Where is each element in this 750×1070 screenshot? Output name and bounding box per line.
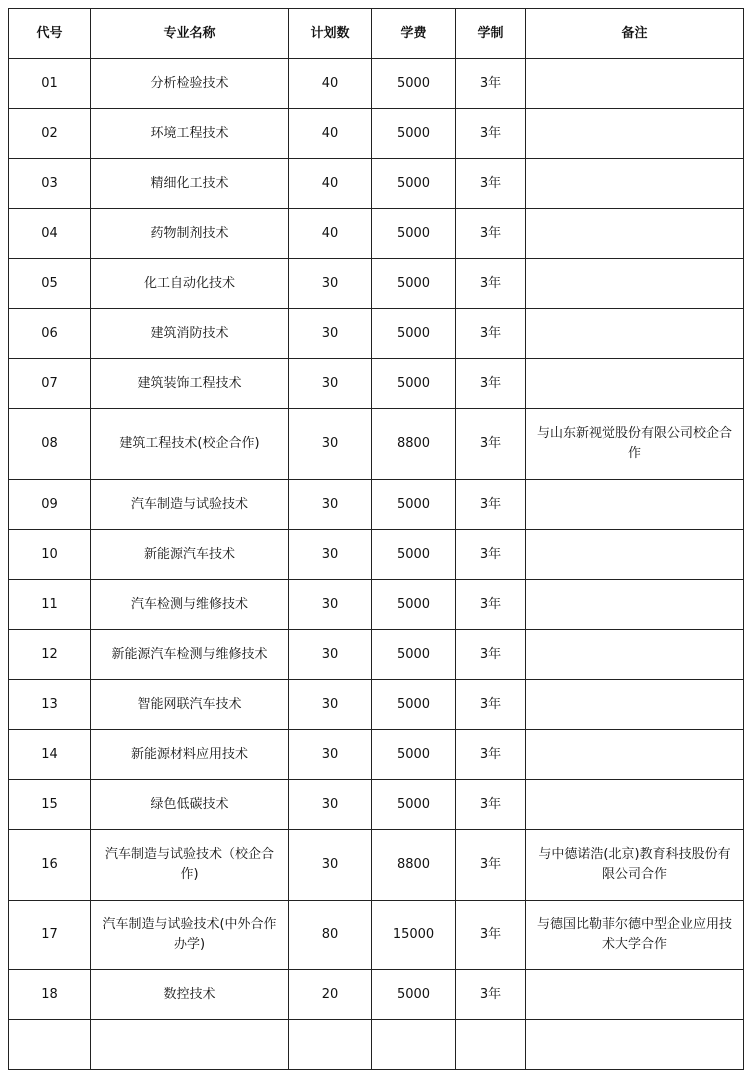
cell-duration: 3年	[456, 309, 526, 359]
cell-fee: 5000	[372, 359, 456, 409]
cell-code: 03	[9, 159, 91, 209]
cell-fee: 8800	[372, 409, 456, 480]
table-row	[9, 830, 744, 901]
cell-note	[526, 59, 744, 109]
header-name: 专业名称	[91, 9, 289, 59]
table-row	[9, 59, 744, 109]
cell-fee: 5000	[372, 109, 456, 159]
cell-name: 建筑工程技术(校企合作)	[91, 409, 289, 480]
table-row	[9, 409, 744, 480]
cell-duration: 3年	[456, 780, 526, 830]
cell-note	[526, 359, 744, 409]
cell-duration: 3年	[456, 580, 526, 630]
table-row	[9, 970, 744, 1020]
cell-note	[526, 309, 744, 359]
cell-code: 11	[9, 580, 91, 630]
table-row	[9, 680, 744, 730]
cell-name: 环境工程技术	[91, 109, 289, 159]
table-row	[9, 530, 744, 580]
cell-name: 数控技术	[91, 970, 289, 1020]
cell-code: 12	[9, 630, 91, 680]
cell-duration: 3年	[456, 209, 526, 259]
cell-duration: 3年	[456, 259, 526, 309]
cell-plan: 30	[289, 530, 372, 580]
cell-note	[526, 680, 744, 730]
cell-fee: 5000	[372, 530, 456, 580]
cell-fee: 5000	[372, 730, 456, 780]
cell-code: 13	[9, 680, 91, 730]
cell-plan: 40	[289, 109, 372, 159]
cell-code: 08	[9, 409, 91, 480]
cell-name: 智能网联汽车技术	[91, 680, 289, 730]
cell-plan: 30	[289, 830, 372, 901]
cell-plan: 40	[289, 59, 372, 109]
table-row	[9, 109, 744, 159]
cell-code: 05	[9, 259, 91, 309]
cell-plan: 30	[289, 580, 372, 630]
table-row	[9, 209, 744, 259]
cell-note	[526, 530, 744, 580]
cell-plan: 30	[289, 730, 372, 780]
cell-note: 与德国比勒菲尔德中型企业应用技术大学合作	[526, 901, 744, 970]
cell-name: 化工自动化技术	[91, 259, 289, 309]
cell-duration: 3年	[456, 359, 526, 409]
enrollment-table	[8, 8, 744, 1070]
cell-fee: 5000	[372, 580, 456, 630]
cell-code: 18	[9, 970, 91, 1020]
cell-fee: 5000	[372, 309, 456, 359]
cell-duration: 3年	[456, 59, 526, 109]
table-row	[9, 259, 744, 309]
header-note: 备注	[526, 9, 744, 59]
table-row	[9, 630, 744, 680]
cell-duration: 3年	[456, 409, 526, 480]
table-row	[9, 309, 744, 359]
cell-duration: 3年	[456, 159, 526, 209]
cell-name: 精细化工技术	[91, 159, 289, 209]
cell-duration: 3年	[456, 480, 526, 530]
cell-duration: 3年	[456, 680, 526, 730]
cell-fee: 5000	[372, 159, 456, 209]
cell-duration: 3年	[456, 109, 526, 159]
cell-fee: 5000	[372, 680, 456, 730]
cell-fee: 5000	[372, 480, 456, 530]
cell-code: 17	[9, 901, 91, 970]
table-row	[9, 580, 744, 630]
cell-note	[526, 780, 744, 830]
cell-fee: 5000	[372, 59, 456, 109]
cell-duration: 3年	[456, 730, 526, 780]
cell-name: 汽车制造与试验技术(中外合作办学)	[91, 901, 289, 970]
cell-plan: 30	[289, 359, 372, 409]
cell-plan: 80	[289, 901, 372, 970]
cell-plan: 40	[289, 159, 372, 209]
cell-plan: 30	[289, 680, 372, 730]
cell-fee: 8800	[372, 830, 456, 901]
cell-code: 10	[9, 530, 91, 580]
cell-name: 汽车制造与试验技术（校企合作)	[91, 830, 289, 901]
cell-code: 07	[9, 359, 91, 409]
cell-name: 绿色低碳技术	[91, 780, 289, 830]
cell-fee: 5000	[372, 970, 456, 1020]
cell-note	[526, 209, 744, 259]
cell-duration: 3年	[456, 630, 526, 680]
cell-duration: 3年	[456, 830, 526, 901]
cell-code: 06	[9, 309, 91, 359]
cell-note	[526, 109, 744, 159]
cell-note	[526, 630, 744, 680]
table-row	[9, 480, 744, 530]
cell-note: 与山东新视觉股份有限公司校企合作	[526, 409, 744, 480]
cell-plan: 30	[289, 259, 372, 309]
header-plan: 计划数	[289, 9, 372, 59]
cell-note	[526, 730, 744, 780]
cell-duration: 3年	[456, 901, 526, 970]
cell-plan: 30	[289, 630, 372, 680]
cell-plan: 40	[289, 209, 372, 259]
cell-fee: 5000	[372, 259, 456, 309]
cell-name: 药物制剂技术	[91, 209, 289, 259]
cell-fee: 5000	[372, 780, 456, 830]
cell-name: 建筑装饰工程技术	[91, 359, 289, 409]
cell-name: 汽车检测与维修技术	[91, 580, 289, 630]
cell-name: 建筑消防技术	[91, 309, 289, 359]
cell-code: 09	[9, 480, 91, 530]
header-code: 代号	[9, 9, 91, 59]
header-duration: 学制	[456, 9, 526, 59]
cell-note	[526, 970, 744, 1020]
cell-name: 新能源材料应用技术	[91, 730, 289, 780]
cell-note	[526, 480, 744, 530]
cell-plan: 30	[289, 409, 372, 480]
table-row	[9, 359, 744, 409]
cell-fee: 5000	[372, 209, 456, 259]
table-row	[9, 730, 744, 780]
header-fee: 学费	[372, 9, 456, 59]
table-row	[9, 780, 744, 830]
cell-code: 01	[9, 59, 91, 109]
cell-code: 02	[9, 109, 91, 159]
cell-plan: 20	[289, 970, 372, 1020]
cell-duration: 3年	[456, 970, 526, 1020]
cell-plan: 30	[289, 309, 372, 359]
cell-name: 新能源汽车检测与维修技术	[91, 630, 289, 680]
cell-name: 汽车制造与试验技术	[91, 480, 289, 530]
cell-fee: 15000	[372, 901, 456, 970]
cell-note	[526, 259, 744, 309]
table-row	[9, 159, 744, 209]
cell-note: 与中德诺浩(北京)教育科技股份有限公司合作	[526, 830, 744, 901]
cell-code: 04	[9, 209, 91, 259]
cell-code: 14	[9, 730, 91, 780]
cell-note	[526, 580, 744, 630]
cell-code: 15	[9, 780, 91, 830]
cell-fee: 5000	[372, 630, 456, 680]
cell-name: 分析检验技术	[91, 59, 289, 109]
table-header-row	[9, 9, 744, 59]
cell-code: 16	[9, 830, 91, 901]
table-row-partial	[9, 1020, 744, 1070]
cell-note	[526, 159, 744, 209]
table-row	[9, 901, 744, 970]
cell-name: 新能源汽车技术	[91, 530, 289, 580]
cell-plan: 30	[289, 780, 372, 830]
cell-plan: 30	[289, 480, 372, 530]
cell-duration: 3年	[456, 530, 526, 580]
